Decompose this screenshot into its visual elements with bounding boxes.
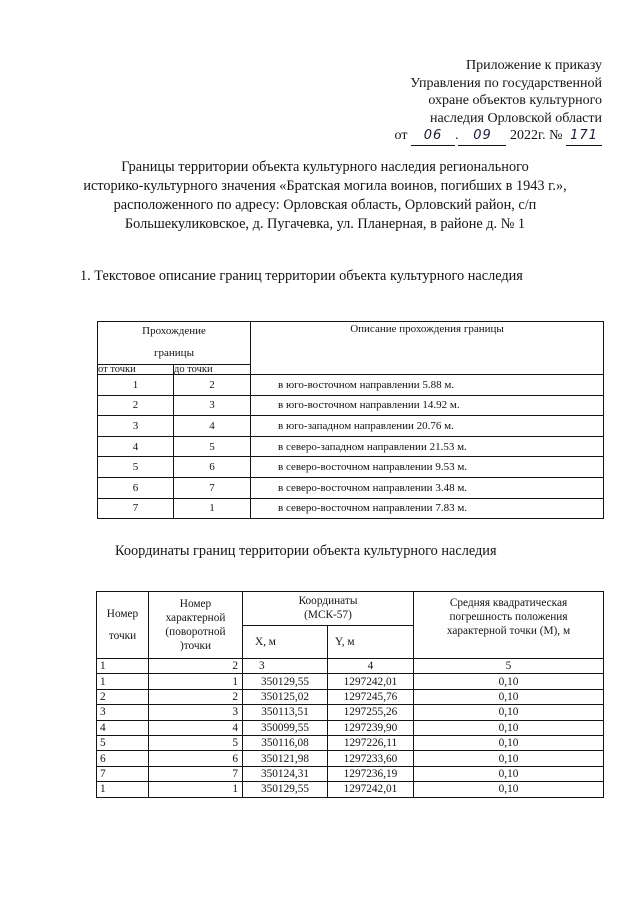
passage-header-cell xyxy=(98,322,251,365)
from-point: 1 xyxy=(98,375,174,396)
header-line-2: Управления по государственной xyxy=(410,75,602,91)
column-number: 3 xyxy=(243,659,328,674)
column-number: 5 xyxy=(414,659,604,674)
coordinates-header xyxy=(243,592,414,626)
char-header-line-1: Номер xyxy=(179,598,212,610)
order-appendix-header xyxy=(395,57,602,146)
accuracy-value: 0,10 xyxy=(414,689,604,704)
point-number: 2 xyxy=(97,689,149,704)
y-coordinate: 1297242,01 xyxy=(328,782,414,797)
accuracy-value: 0,10 xyxy=(414,705,604,720)
table-row xyxy=(97,782,604,797)
boundary-direction: в северо-восточном направлении 9.53 м. xyxy=(251,457,604,478)
boundary-direction: в юго-восточном направлении 5.88 м. xyxy=(251,375,604,396)
table-row xyxy=(98,416,604,437)
accuracy-value: 0,10 xyxy=(414,766,604,781)
table-row xyxy=(98,395,604,416)
from-point: 5 xyxy=(98,457,174,478)
order-date-line xyxy=(395,127,602,146)
table-row xyxy=(97,705,604,720)
document-title xyxy=(30,158,620,234)
from-point-header: от точки xyxy=(98,365,174,375)
y-coordinate-header: Y, м xyxy=(328,625,414,659)
table-row xyxy=(97,766,604,781)
y-coordinate: 1297239,90 xyxy=(328,720,414,735)
coordinates-header-line-1: Координаты xyxy=(298,595,358,608)
characteristic-point: 1 xyxy=(149,782,243,797)
x-coordinate: 350129,55 xyxy=(243,782,328,797)
characteristic-point: 6 xyxy=(149,751,243,766)
accuracy-header-line-2: погрешность положения xyxy=(449,611,568,623)
boundary-direction: в северо-восточном направлении 7.83 м. xyxy=(251,498,604,519)
to-point: 4 xyxy=(174,416,251,437)
column-number: 2 xyxy=(149,659,243,674)
characteristic-point: 1 xyxy=(149,674,243,689)
to-point: 5 xyxy=(174,436,251,457)
to-point: 3 xyxy=(174,395,251,416)
x-coordinate-header: X, м xyxy=(243,625,328,659)
from-point: 3 xyxy=(98,416,174,437)
table-row xyxy=(98,436,604,457)
table-row xyxy=(98,498,604,519)
boundary-direction: в юго-западном направлении 20.76 м. xyxy=(251,416,604,437)
column-number: 4 xyxy=(328,659,414,674)
from-point: 2 xyxy=(98,395,174,416)
boundary-description-table xyxy=(97,321,604,519)
x-coordinate: 350099,55 xyxy=(243,720,328,735)
to-point: 6 xyxy=(174,457,251,478)
characteristic-point: 4 xyxy=(149,720,243,735)
point-number: 1 xyxy=(97,782,149,797)
table-row xyxy=(97,751,604,766)
title-line-3: расположенного по адресу: Орловская область, Орловский район, с/п xyxy=(113,197,537,213)
point-number-header-line-2: точки xyxy=(108,630,137,642)
table-row xyxy=(97,735,604,750)
to-point: 7 xyxy=(174,477,251,498)
point-number: 3 xyxy=(97,705,149,720)
characteristic-point-header xyxy=(149,592,243,659)
from-point: 6 xyxy=(98,477,174,498)
year-and-number-label: 2022г. № xyxy=(509,128,563,143)
char-header-line-4: )точки xyxy=(179,640,212,652)
y-coordinate: 1297236,19 xyxy=(328,766,414,781)
y-coordinate: 1297245,76 xyxy=(328,689,414,704)
char-header-line-2: характерной xyxy=(165,612,226,624)
point-number: 6 xyxy=(97,751,149,766)
y-coordinate: 1297242,01 xyxy=(328,674,414,689)
handwritten-month: 09 xyxy=(473,128,492,143)
table-row xyxy=(98,477,604,498)
characteristic-point: 2 xyxy=(149,689,243,704)
table-row xyxy=(97,720,604,735)
accuracy-value: 0,10 xyxy=(414,720,604,735)
characteristic-point: 3 xyxy=(149,705,243,720)
title-line-1: Границы территории объекта культурного наследия регионального xyxy=(121,159,529,175)
to-point-header: до точки xyxy=(174,365,251,375)
x-coordinate: 350125,02 xyxy=(243,689,328,704)
accuracy-header-line-3: характерной точки (М), м xyxy=(446,625,571,637)
characteristic-point: 7 xyxy=(149,766,243,781)
char-header-line-3: (поворотной xyxy=(165,626,226,638)
header-line-1: Приложение к приказу xyxy=(466,58,602,73)
table-row xyxy=(97,689,604,704)
boundary-direction: в юго-восточном направлении 14.92 м. xyxy=(251,395,604,416)
passage-header-line-2: границы xyxy=(154,347,194,359)
boundary-direction: в северо-западном направлении 21.53 м. xyxy=(251,436,604,457)
accuracy-value: 0,10 xyxy=(414,782,604,797)
to-point: 2 xyxy=(174,375,251,396)
title-line-2: историко-культурного значения «Братская могила воинов, погибших в 1943 г.», xyxy=(83,178,567,194)
table-row xyxy=(98,375,604,396)
accuracy-value: 0,10 xyxy=(414,751,604,766)
x-coordinate: 350124,31 xyxy=(243,766,328,781)
x-coordinate: 350113,51 xyxy=(243,705,328,720)
characteristic-point: 5 xyxy=(149,735,243,750)
point-number-header-line-1: Номер xyxy=(106,608,139,620)
point-number: 1 xyxy=(97,674,149,689)
accuracy-header-line-1: Средняя квадратическая xyxy=(449,597,568,609)
title-line-4: Большекуликовское, д. Пугачевка, ул. Планерная, в районе д. № 1 xyxy=(124,216,526,232)
column-number: 1 xyxy=(97,659,149,674)
y-coordinate: 1297255,26 xyxy=(328,705,414,720)
header-line-4: наследия Орловской области xyxy=(429,110,602,126)
coordinates-table xyxy=(96,591,604,798)
column-number-row xyxy=(97,659,604,674)
section-2-heading: Координаты границ территории объекта культурного наследия xyxy=(115,543,497,559)
boundary-direction: в северо-восточном направлении 3.48 м. xyxy=(251,477,604,498)
y-coordinate: 1297226,11 xyxy=(328,735,414,750)
description-header: Описание прохождения границы xyxy=(251,322,604,375)
date-prefix: от xyxy=(394,128,408,143)
accuracy-header xyxy=(414,592,604,659)
point-number: 5 xyxy=(97,735,149,750)
handwritten-order-number: 171 xyxy=(570,128,598,143)
table-row xyxy=(97,674,604,689)
accuracy-value: 0,10 xyxy=(414,735,604,750)
x-coordinate: 350129,55 xyxy=(243,674,328,689)
point-number-header xyxy=(97,592,149,659)
date-dot: . xyxy=(454,128,459,143)
x-coordinate: 350116,08 xyxy=(243,735,328,750)
point-number: 4 xyxy=(97,720,149,735)
header-line-3: охране объектов культурного xyxy=(428,93,602,108)
from-point: 4 xyxy=(98,436,174,457)
passage-header-line-1: Прохождение xyxy=(142,325,206,337)
table-row xyxy=(98,457,604,478)
to-point: 1 xyxy=(174,498,251,519)
point-number: 7 xyxy=(97,766,149,781)
handwritten-day: 06 xyxy=(423,128,443,143)
accuracy-value: 0,10 xyxy=(414,674,604,689)
from-point: 7 xyxy=(98,498,174,519)
section-1-heading: 1. Текстовое описание границ территории объекта культурного наследия xyxy=(80,268,523,284)
coordinates-header-line-2: (МСК-57) xyxy=(304,609,352,622)
x-coordinate: 350121,98 xyxy=(243,751,328,766)
y-coordinate: 1297233,60 xyxy=(328,751,414,766)
